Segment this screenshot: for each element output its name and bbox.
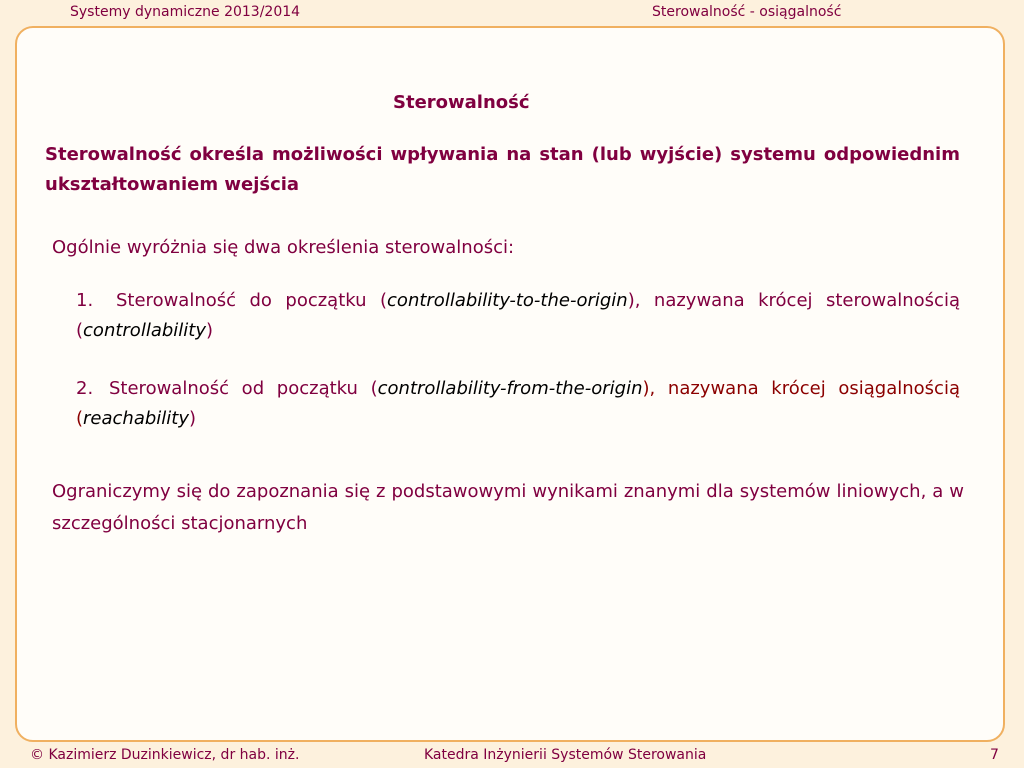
closing-text: Ograniczymy się do zapoznania się z podstawowymi wynikami znanymi dla systemów liniowych, a w szczególności stacjonarnych [52, 481, 964, 534]
footer-department: Katedra Inżynierii Systemów Sterowania [424, 747, 707, 763]
list-item-text-c: ) [189, 408, 197, 429]
list-item-term: controllability-from-the-origin [377, 378, 643, 399]
intro-text: Ogólnie wyróżnia się dwa określenia sterowalności: [52, 237, 515, 258]
slide-title: Sterowalność [393, 92, 530, 113]
list-item-number: 2. [76, 378, 94, 399]
list-item-text-b: ), nazywana krócej sterowalnością ( [76, 290, 960, 341]
list-item-text-a: Sterowalność do początku ( [116, 290, 388, 311]
list-item-text-b: ), nazywana krócej osiągalnością ( [76, 378, 960, 429]
list-item-text-a: Sterowalność od początku ( [109, 378, 378, 399]
footer-author: © Kazimierz Duzinkiewicz, dr hab. inż. [30, 747, 300, 763]
header-course: Systemy dynamiczne 2013/2014 [70, 4, 301, 20]
list-item-1 [76, 286, 960, 346]
list-item-short-term: reachability [83, 408, 190, 429]
list-item-term: controllability-to-the-origin [387, 290, 628, 311]
header-topic: Sterowalność - osiągalność [652, 4, 842, 20]
list-item-short-term: controllability [83, 320, 206, 341]
list-item-text-c: ) [206, 320, 214, 341]
definition-text: Sterowalność określa możliwości wpływania na stan (lub wyjście) systemu odpowiednim ukształtowaniem wejścia [45, 144, 960, 195]
page-number: 7 [990, 747, 999, 763]
list-item-number: 1. [76, 290, 94, 311]
list-item-2 [76, 374, 960, 434]
